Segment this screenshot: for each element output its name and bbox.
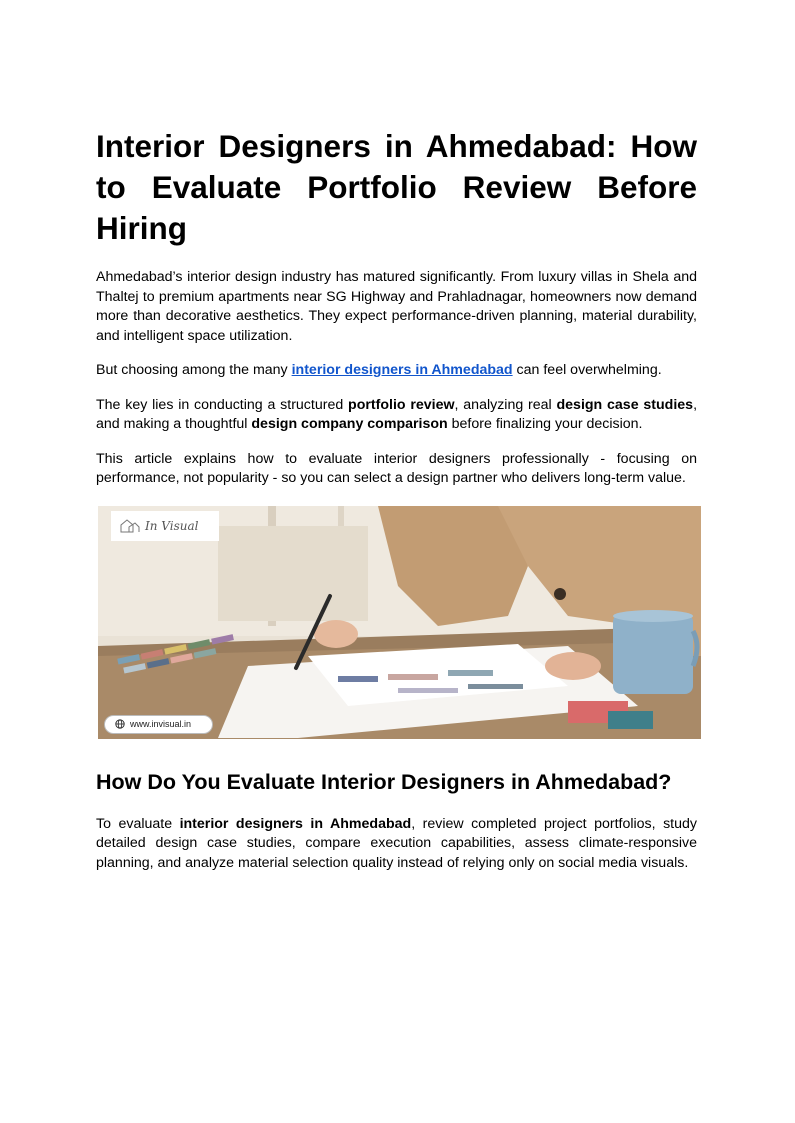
evaluate-paragraph bbox=[96, 815, 697, 874]
intro-paragraph: Ahmedabad’s interior design industry has matured significantly. From luxury villas in Shela and Thaltej to premium apartments near SG Highway and Prahladnagar, homeowners now demand more than decorative aesthetics. They expect performance-driven planning, material durability, and intelligent space utilization. bbox=[96, 269, 697, 344]
article-title: Interior Designers in Ahmedabad: How to Evaluate Portfolio Review Before Hiring bbox=[96, 128, 697, 246]
key-text-g: before finalizing your decision. bbox=[447, 416, 643, 432]
url-badge bbox=[104, 715, 213, 734]
key-paragraph bbox=[96, 396, 697, 435]
house-logo-icon bbox=[119, 518, 141, 534]
key-bold-portfolio: portfolio review bbox=[348, 396, 455, 413]
url-text: www.invisual.in bbox=[130, 719, 192, 729]
key-text-e: , and making a thoughtful bbox=[96, 396, 698, 432]
key-bold-case-studies: design case studies bbox=[556, 396, 694, 413]
choosing-paragraph bbox=[96, 361, 697, 381]
choosing-text-before: But choosing among the many bbox=[96, 362, 292, 378]
section-heading: How Do You Evaluate Interior Designers in Ahmedabad? bbox=[96, 769, 672, 794]
explains-paragraph: This article explains how to evaluate interior designers professionally - focusing on performance, not popularity - so you can select a design partner who delivers long-term value. bbox=[96, 450, 697, 486]
key-text-c: , analyzing real bbox=[454, 396, 557, 413]
logo-text: In Visual bbox=[145, 518, 199, 533]
key-text-a: The key lies in conducting a structured bbox=[96, 396, 349, 413]
evaluate-text-c: , review completed project portfolios, study detailed design case studies, compare execution capabilities, assess climate-responsive planning, and analyze material selection quality instead of relying only on social media visuals. bbox=[96, 815, 697, 871]
key-bold-comparison: design company comparison bbox=[251, 416, 448, 432]
evaluate-bold-designers: interior designers in Ahmedabad bbox=[179, 815, 412, 832]
article bbox=[96, 126, 697, 888]
hero-image bbox=[98, 506, 701, 739]
evaluate-text-a: To evaluate bbox=[96, 815, 180, 832]
logo-badge bbox=[111, 511, 219, 541]
globe-icon bbox=[115, 719, 125, 729]
interior-designers-link[interactable]: interior designers in Ahmedabad bbox=[291, 362, 513, 378]
choosing-text-after: can feel overwhelming. bbox=[512, 362, 662, 378]
